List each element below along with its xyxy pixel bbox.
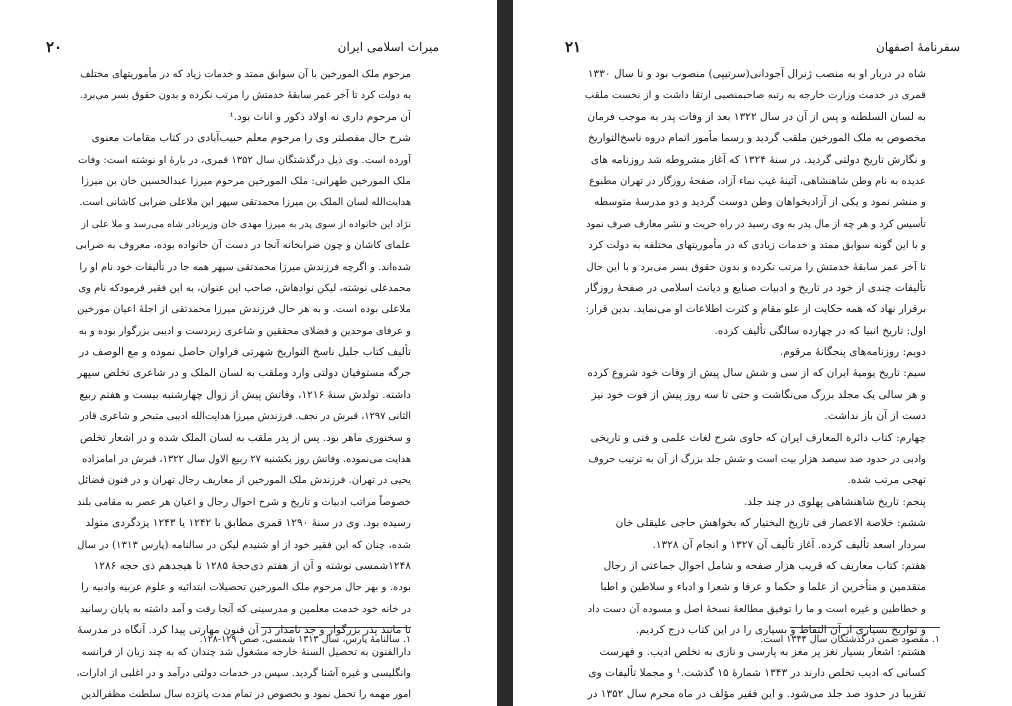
text-line: ملاعلی بوده است. و به هر حال فرزندش میرزا محمدتقی از اجلهٔ اعیان مورخین (77, 304, 411, 316)
text-line: ۱۲۴۸شمسی نوشته و آن از هفتم ذی‌حجهٔ ۱۲۸۵ تا هیجدهم ذی حجه ۱۲۸۶ (93, 559, 411, 572)
text-line: نژاد این خانواده از سوی پدر به میرزا مهدی خان وزیرنادر شاه می‌رسد و ملا علی از (81, 218, 411, 230)
footnote-divider (261, 627, 411, 628)
text-line: هشتم: اشعار بسیار نغز پر مغز به پارسی و تازی به تخلص ادیب. و فهرست (599, 645, 926, 658)
text-line: دارالفنون به تحصیل السنهٔ خارجه مشغول شد چندان که به چند زبان از فرانسه (81, 646, 411, 658)
text-line: محمدعلی نوشته، لیکن نوادهاش، صاحب این عنوان، به این فقیر فرمودکه نام وی (78, 282, 411, 294)
running-title: سفرنامهٔ اصفهان (875, 40, 960, 54)
text-line: مرحوم ملک المورخین با آن سوابق ممتد و خدمات زیاد که در مأموریتهای مختلف (80, 69, 411, 80)
text-line: بوده. و بهر حال مرحوم ملک المورخین تحصیلات ابتدائیه و علوم عربیه وادبیه را (81, 582, 411, 594)
running-title: میراث اسلامی ایران (337, 40, 439, 54)
text-line: و سخنوری ماهر بود. پس از پدر ملقب به لسان الملک شده و در اشعار تخلص (80, 431, 411, 444)
body-text (585, 64, 926, 706)
text-line: هدایت می‌نموده. وفاتش روز یکشنبه ۲۷ ربیع الاول سال ۱۳۲۲، قبرش در امامزاده (82, 454, 411, 466)
text-line: علمای کاشان و چون ضرابخانه آنجا در دست آن خانواده بوده، معروف به ضرابی (76, 240, 411, 252)
text-line: دست از آن باز نداشت. (824, 410, 926, 423)
text-line: سردار اسعد تألیف کرده. آغاز تألیف آن ۱۳۲۷ و انجام آن ۱۳۲۸. (652, 538, 926, 551)
text-line: و عرفای موحدین و فضلای محققین و شاعری زبردست و ادیبی بزرگوار بوده و به (78, 325, 411, 337)
text-line: هفتم: کتاب معاریف که قریب هزار صفحه و شامل احوال جماعتی از رجال (603, 559, 926, 572)
text-line: تا مانند پدر بزرگوار و جد نامدار در آن فنون مهارتی پیدا کرد. آنگاه در مدرسهٔ (77, 624, 411, 637)
text-line: و خطاطین و غیره است و ما را توفیق مطالعهٔ نسخهٔ اصل و مسوده آن دست داد (587, 603, 926, 615)
text-line: امور مهمه را تحمل نمود و بخصوص در تمام مدت پانزده سال سلطنت مظفرالدین (80, 689, 411, 701)
text-line: هدایت‌الله لسان الملک بن میرزا محمدتقی سپهر ابن ملاعلی ضرابی کاشانی است. (79, 197, 411, 209)
text-line: داشته. تولدش سنهٔ ۱۲۱۶، وفاتش پیش از زوال چهارشنبه بیست و هفتم ربیع (79, 388, 411, 401)
footnote-divider (790, 627, 940, 628)
text-line: پنجم: تاریخ شاهنشاهی پهلوی در چند جلد. (743, 495, 926, 508)
page-number: ۲۱ (565, 38, 582, 56)
text-line: تهجی مرتب شده. (847, 474, 926, 487)
text-line: متقدمین و متأخرین از علما و حکما و عرفا و شعرا و ادباء و سلاطین و اطبا (600, 581, 926, 594)
footnote: ۱. سالنامهٔ پارس، سال ۱۳۱۳ شمسی، صص ۱۲۹-۱۲۸. (199, 634, 411, 645)
text-line: به دولت کرد تا آخر عمر سابقهٔ خدمتش را مرتب نکرده و بدون حقوق بسر می‌برد. (79, 90, 411, 102)
text-line: ملک المورخین طهرانی: ملک المورخین مرحوم میرزا عبدالحسین خان بن میرزا (81, 175, 411, 187)
text-line: آورده است. وی ذیل درگذشتگان سال ۱۳۵۲ قمری، در بارهٔ او نوشته است: وفات (78, 154, 411, 166)
text-line: شاه در دربار او به منصب ژنرال آجودانی(سرتیپی) منصوب بود و تا سال ۱۳۳۰ (587, 68, 926, 80)
text-line: و منشر نمود و یکی از آزادیخواهان وطن دوست گردید و دو مدرسهٔ متوسطه (594, 196, 926, 209)
book-gutter (497, 0, 513, 706)
text-line: وادبی در حدود صد سیصد هزار بیت است و شش جلد بزرگ از آن به ترتیب حروف (588, 454, 926, 466)
text-line: کسانی که ادیب تخلص دارند در ۱۳۴۳ شمارهٔ ۱۵ گذشت.¹ و مجملا تألیفات وی (588, 666, 926, 679)
text-line: آن مرحوم داری نه اولاد ذکور و اناث بود.¹ (229, 110, 411, 123)
text-line: خصوصاً مراتب ادبیات و تاریخ و شرح احوال رجال و اعیان هر عصر به مقامی بلند (77, 496, 411, 508)
footnote: ۱. مقصود ضمن درگذشتگان سال ۱۳۴۴ است. (760, 634, 940, 645)
text-line: یحیی در تهران. فرزندش ملک المورخین از معاریف رجال تهران و در فنون فضائل (77, 475, 411, 487)
text-line: و با این گونه سوابق ممتد و خدمات زیادی که در مأموریتهای مختلفه به دولت کرد (588, 240, 926, 252)
left-page (0, 0, 497, 706)
text-line: جرگه مستوفیان دولتی وارد وملقب به لسان الملک و در شاعری تخلص سپهر (77, 367, 411, 380)
page-number: ۲۰ (46, 38, 63, 56)
text-line: تا آخر عمر سابقهٔ خدمتش را مرتب نکرده و بدون حقوق بسر می‌برد و با این حال (586, 261, 926, 273)
text-line: برقرار نهاد که همه حکایت از علو مقام و کثرت اطلاعات او می‌نماید. بدین قرار: (585, 303, 926, 316)
text-line: شرح حال مفصلتر وی را مرحوم معلم حبیب‌آبادی در کتاب مقامات معنوی (91, 132, 411, 145)
page-header (565, 38, 960, 60)
text-line: دویم: روزنامه‌های پنجگانهٔ مرقوم. (779, 346, 926, 359)
text-line: سیم: تاریخ یومیهٔ ایران که از سی و شش سال پیش از وفات خود شروع کرده (587, 367, 926, 380)
text-line: تقریبا در حدود صد جلد می‌شود. و این فقیر مؤلف در ماه محرم سال ۱۳۵۲ در (587, 688, 926, 701)
text-line: شده‌اند. و اگرچه فرزندش میرزا محمدتقی سپهر همه جا در تألیفات خود نام او را (79, 261, 411, 273)
text-line: مخصوص به ملک المورخین ملقب گردید و رسما مأمور اتمام دروه ناسخ‌التواریخ (588, 132, 926, 145)
text-line: چهارم: کتاب دائرة المعارف ایران که حاوی شرح لغات علمی و فنی و تاریخی (590, 431, 926, 444)
body-text (76, 64, 411, 706)
text-line: ششم: خلاصة الاعصار فی تاریخ البختیار که بخواهش حاجی علیقلی خان (615, 517, 926, 530)
text-line: و تواریخ بسیاری از آن التقاط و بسیاری را در این کتاب درج کردیم. (635, 624, 926, 637)
text-line: اول: تاریخ انبیا که در چهارده سالگی تألیف کرده. (714, 324, 926, 337)
text-line: تألیفات چندی از خود در تاریخ و ادبیات صنایع و دیانت اسلامی در صفحهٔ روزگار (585, 281, 926, 294)
text-line: در خانه خود خدمت معلمین و مدرسینی که آنجا رفت و آمد داشته به پایان رسانید (80, 603, 411, 615)
text-line: وانگلیسی و غیره آشنا گردید. سپس در خدمات دولتی درآمد و در اغلبی از ادارات، (76, 667, 411, 679)
text-line: الثانی ۱۲۹۷، قبرش در نجف. فرزندش میرزا هدایت‌الله ادیبی متبحر و شاعری قادر (79, 411, 411, 423)
page-header (46, 38, 439, 60)
text-line: قمری در خدمت وزارت خارجه به رتبه صاحبمنصبی ارتقا داشت و از نخست ملقب (585, 90, 926, 102)
text-line: و نگارش تاریخ دولتی گردید. در سنهٔ ۱۳۲۴ که آغاز مشروطه شد روزنامه های (590, 153, 926, 166)
text-line: تأسیس کرد و هر چه از مال پدر به وی رسید در راه حریت و نشر معارف صرف نمود (586, 218, 926, 230)
text-line: عدیده به نام وطن شاهنشاهی، آئینهٔ غیب نماء آزاد، صفحهٔ روزگار در تهران مطبوع (589, 175, 926, 187)
right-page (513, 0, 1012, 706)
text-line: به لسان السلطنه و پس از آن در سال ۱۳۲۲ بعد از وفات پدر به موجب فرمان (587, 110, 926, 123)
text-line: رسیده بود. وی در سنهٔ ۱۲۹۰ قمری مطابق با ۱۲۴۲ یا ۱۲۴۳ یزدگردی متولد (85, 517, 411, 530)
text-line: تألیف کتاب جلیل ناسخ التواریخ شهرتی فراوان حاصل نموده و مع الوصف در (79, 346, 411, 359)
text-line: شده، چنان که این فقیر خود از او شنیدم لیکن در سالنامه (پارس ۱۳۱۳) در سال (77, 539, 411, 551)
text-line: و هر سالی یک مجلد بزرگ می‌نگاشت و حتی تا سه روز پیش از فوت خود نیز (591, 388, 926, 401)
